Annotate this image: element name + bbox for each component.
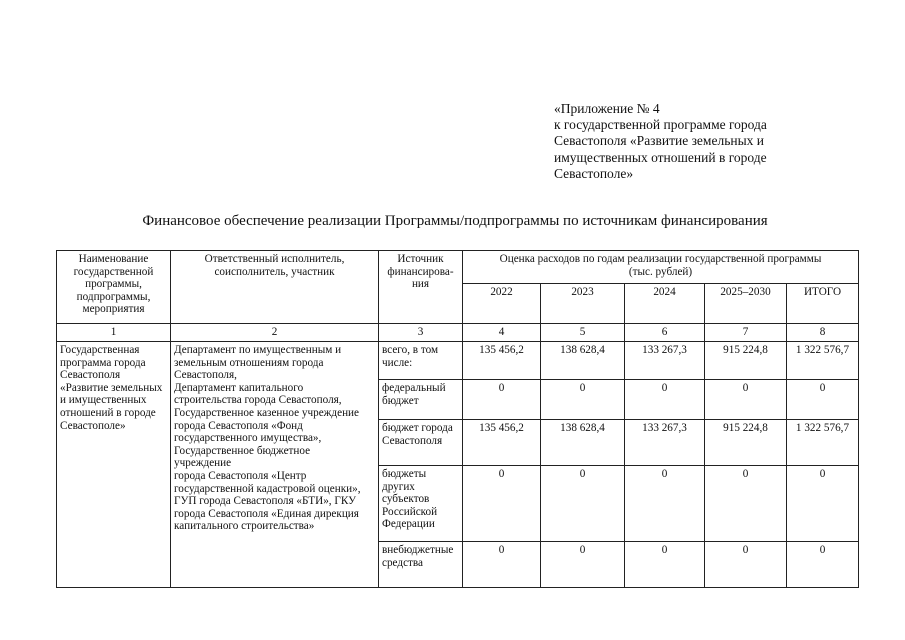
year-header: 2022 (463, 284, 541, 324)
value-cell: 138 628,4 (541, 342, 625, 380)
value-cell: 135 456,2 (463, 342, 541, 380)
header-row (57, 251, 859, 284)
column-numbers-row (57, 324, 859, 342)
executor-text: государственной кадастровой оценки», (174, 482, 361, 495)
program-name-text: и имущественных (60, 394, 147, 407)
value-cell: 0 (625, 380, 705, 420)
source-text: Федерации (382, 518, 435, 531)
header-text: (тыс. рублей) (628, 265, 693, 278)
header-text: мероприятия (82, 303, 145, 316)
year-header: 2024 (625, 284, 705, 324)
column-number: 2 (171, 324, 379, 342)
appendix-line: «Приложение № 4 (554, 101, 660, 116)
financing-table (56, 250, 859, 588)
executor-text: Департамент капитального (174, 381, 304, 394)
header-estimate (463, 251, 859, 284)
column-number: 8 (787, 324, 859, 342)
value-cell: 0 (463, 466, 541, 542)
value-cell: 133 267,3 (625, 420, 705, 466)
document-title: Финансовое обеспечение реализации Программы/подпрограммы по источникам финансирования (142, 213, 768, 229)
source-text: федеральный (382, 382, 446, 394)
executor-text: Севастополя, (174, 369, 237, 382)
header-text: программы, (85, 278, 142, 291)
program-name-text: Севастополе» (60, 419, 126, 432)
source-text: субъектов (382, 493, 430, 506)
executor-text: учреждение (174, 457, 232, 470)
source-cell (379, 542, 463, 588)
value-cell: 0 (541, 466, 625, 542)
value-cell: 0 (541, 542, 625, 588)
source-cell (379, 466, 463, 542)
value-cell: 915 224,8 (705, 420, 787, 466)
program-name-text: Государственная (60, 344, 140, 356)
header-source (379, 251, 463, 324)
header-text: Ответственный исполнитель, (204, 253, 345, 265)
column-number: 4 (463, 324, 541, 342)
header-text: подпрограммы, (76, 290, 151, 303)
executor-text: Департамент по имущественным и (174, 344, 342, 356)
source-text: других (382, 480, 415, 493)
column-number: 6 (625, 324, 705, 342)
value-cell: 0 (541, 380, 625, 420)
column-number: 5 (541, 324, 625, 342)
value-cell: 138 628,4 (541, 420, 625, 466)
value-cell: 135 456,2 (463, 420, 541, 466)
total-cell: 0 (787, 542, 859, 588)
source-text: бюджеты (382, 468, 427, 480)
header-text: Источник (397, 253, 444, 265)
program-name-text: Севастополя (60, 369, 121, 382)
header-name (57, 251, 171, 324)
value-cell: 0 (625, 466, 705, 542)
total-cell: 0 (787, 466, 859, 542)
source-cell (379, 342, 463, 380)
executor-text: города Севастополя «Единая дирекция (174, 507, 359, 520)
appendix-line: Севастополя «Развитие земельных и (554, 133, 765, 149)
header-text: соисполнитель, участник (214, 265, 335, 278)
total-cell: 1 322 576,7 (787, 420, 859, 466)
appendix-line: имущественных отношений в городе (554, 149, 767, 165)
executor-text: Государственное казенное учреждение (174, 406, 360, 419)
executor-text: города Севастополя «Фонд (174, 419, 303, 432)
appendix-line: к государственной программе города (554, 117, 767, 133)
appendix-line: Севастополе» (554, 165, 634, 181)
header-text: Наименование (78, 253, 149, 265)
value-cell: 133 267,3 (625, 342, 705, 380)
value-cell: 915 224,8 (705, 342, 787, 380)
value-cell: 0 (463, 542, 541, 588)
table-row (57, 342, 859, 380)
executor-cell (171, 342, 379, 588)
program-name-text: программа города (60, 356, 146, 369)
column-number: 1 (57, 324, 171, 342)
value-cell: 0 (625, 542, 705, 588)
program-name-text: отношений в городе (60, 406, 156, 419)
year-header: 2025–2030 (705, 284, 787, 324)
source-text: внебюджетные (382, 544, 454, 556)
value-cell: 0 (705, 466, 787, 542)
program-name-text: «Развитие земельных (60, 381, 163, 394)
header-executor (171, 251, 379, 324)
source-cell (379, 380, 463, 420)
header-text: ния (411, 278, 430, 291)
year-header: 2023 (541, 284, 625, 324)
source-cell (379, 420, 463, 466)
source-text: бюджет города (382, 422, 453, 434)
value-cell: 0 (463, 380, 541, 420)
total-cell: 1 322 576,7 (787, 342, 859, 380)
program-name-cell (57, 342, 171, 588)
source-text: бюджет (382, 394, 419, 407)
executor-text: государственного имущества», (174, 432, 322, 445)
executor-text: строительства города Севастополя, (174, 394, 342, 407)
source-text: Севастополя (382, 434, 443, 447)
value-cell: 0 (705, 380, 787, 420)
column-number: 3 (379, 324, 463, 342)
header-text: финансирова- (387, 265, 454, 278)
source-text: числе: (382, 356, 413, 369)
header-text: Оценка расходов по годам реализации государственной программы (499, 253, 822, 265)
executor-text: капитального строительства» (174, 520, 315, 533)
executor-text: Государственное бюджетное (174, 444, 311, 457)
source-text: средства (382, 556, 424, 569)
total-header: ИТОГО (787, 284, 859, 324)
column-number: 7 (705, 324, 787, 342)
source-text: Российской (382, 505, 438, 518)
header-text: государственной (73, 265, 154, 278)
executor-text: земельным отношениям города (174, 356, 324, 369)
source-text: всего, в том (382, 344, 439, 356)
executor-text: города Севастополя «Центр (174, 469, 307, 482)
total-cell: 0 (787, 380, 859, 420)
value-cell: 0 (705, 542, 787, 588)
appendix-header (554, 101, 884, 182)
executor-text: ГУП города Севастополя «БТИ», ГКУ (174, 495, 357, 508)
